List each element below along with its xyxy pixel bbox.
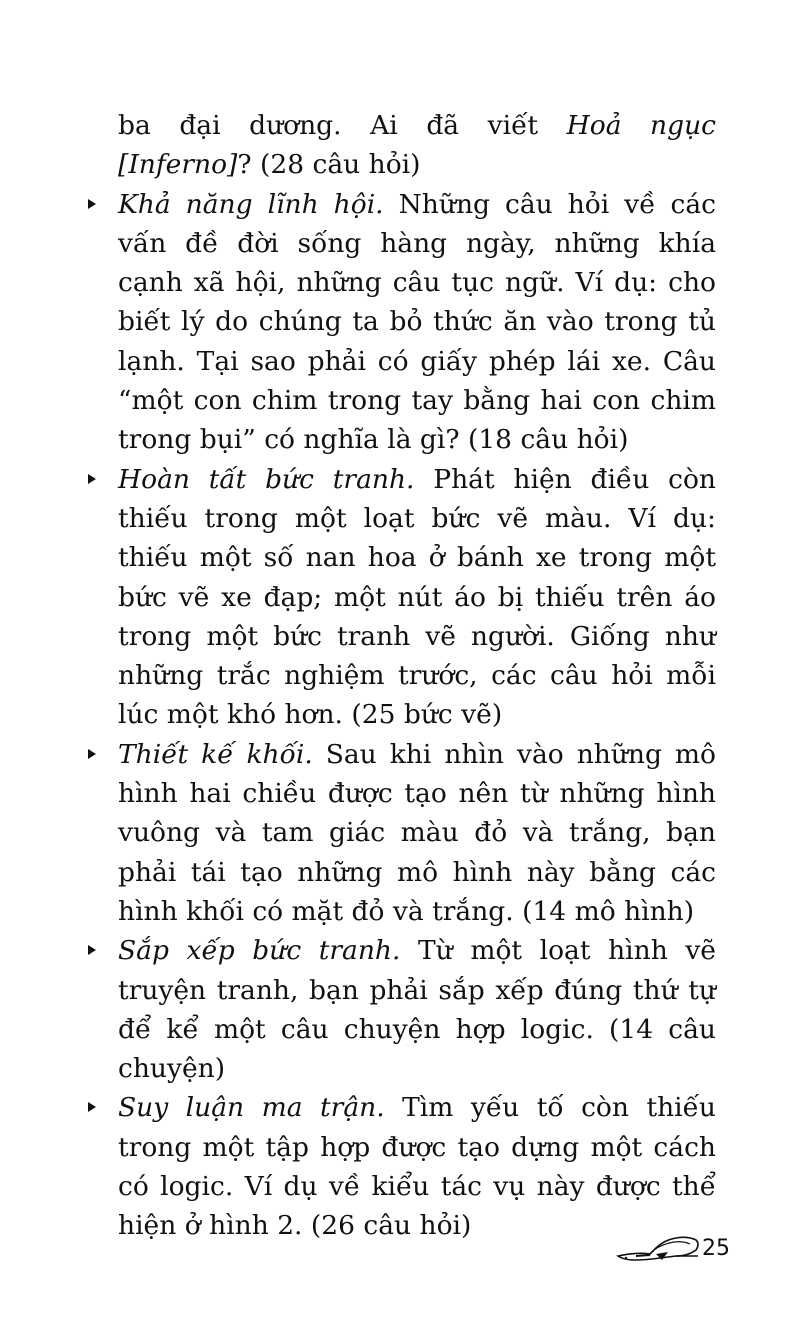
item-text: Phát hiện điều còn thiếu trong một loạt bức vẽ màu. Ví dụ: thiếu một số nan hoa ở bánh xe trong một bức vẽ xe đạp; một nút áo bị thiếu trên áo trong một bức tranh vẽ người. Giống như những trắc nghiệm trước, các câu hỏi mỗi lúc một khó hơn. (25 bức vẽ): [118, 463, 716, 731]
bullet-triangle-icon: [88, 945, 96, 955]
item-text: Tìm yếu tố còn thiếu trong một tập hợp được tạo dựng một cách có logic. Ví dụ về kiểu tác vụ này được thể hiện ở hình 2. (26 câu hỏi): [118, 1092, 717, 1242]
intro-paragraph: [118, 106, 716, 185]
item-text: Từ một loạt hình vẽ truyện tranh, bạn phải sắp xếp đúng thứ tự để kể một câu chuyện hợp logic. (14 câu chuyện): [118, 935, 716, 1085]
pen-nib-ornament-icon: [616, 1230, 702, 1266]
intro-text-after: ? (28 câu hỏi): [237, 149, 421, 181]
item-term: Sắp xếp bức tranh.: [118, 935, 401, 967]
list-item: [118, 185, 716, 460]
list-item: [118, 931, 716, 1088]
item-term: Khả năng lĩnh hội.: [118, 188, 384, 220]
item-text: Những câu hỏi về các vấn đề đời sống hàng ngày, những khía cạnh xã hội, những câu tục ngữ. Ví dụ: cho biết lý do chúng ta bỏ thức ăn vào trong tủ lạnh. Tại sao phải có giấy phép lái xe. Câu “một con chim trong tay bằng hai con chim trong bụi” có nghĩa là gì? (18 câu hỏi): [118, 188, 716, 456]
page-footer: [616, 1226, 730, 1266]
body-text: [118, 106, 716, 1246]
item-term: Hoàn tất bức tranh.: [118, 463, 415, 495]
item-term: Thiết kế khối.: [118, 738, 313, 770]
list-item: [118, 735, 716, 931]
intro-italic-title: Hoả ngục [Inferno]: [118, 110, 716, 181]
list-item: [118, 1088, 716, 1245]
list-item: [118, 460, 716, 735]
item-term: Suy luận ma trận.: [118, 1092, 385, 1124]
item-text: Sau khi nhìn vào những mô hình hai chiều được tạo nên từ những hình vuông và tam giác màu đỏ và trắng, bạn phải tái tạo những mô hình này bằng các hình khối có mặt đỏ và trắng. (14 mô hình): [118, 738, 716, 927]
intro-text-before: ba đại dương. Ai đã viết: [118, 110, 567, 141]
bullet-triangle-icon: [88, 199, 96, 209]
page-number: 25: [702, 1236, 730, 1261]
bullet-triangle-icon: [88, 749, 96, 759]
bullet-triangle-icon: [88, 1102, 96, 1112]
bullet-triangle-icon: [88, 474, 96, 484]
